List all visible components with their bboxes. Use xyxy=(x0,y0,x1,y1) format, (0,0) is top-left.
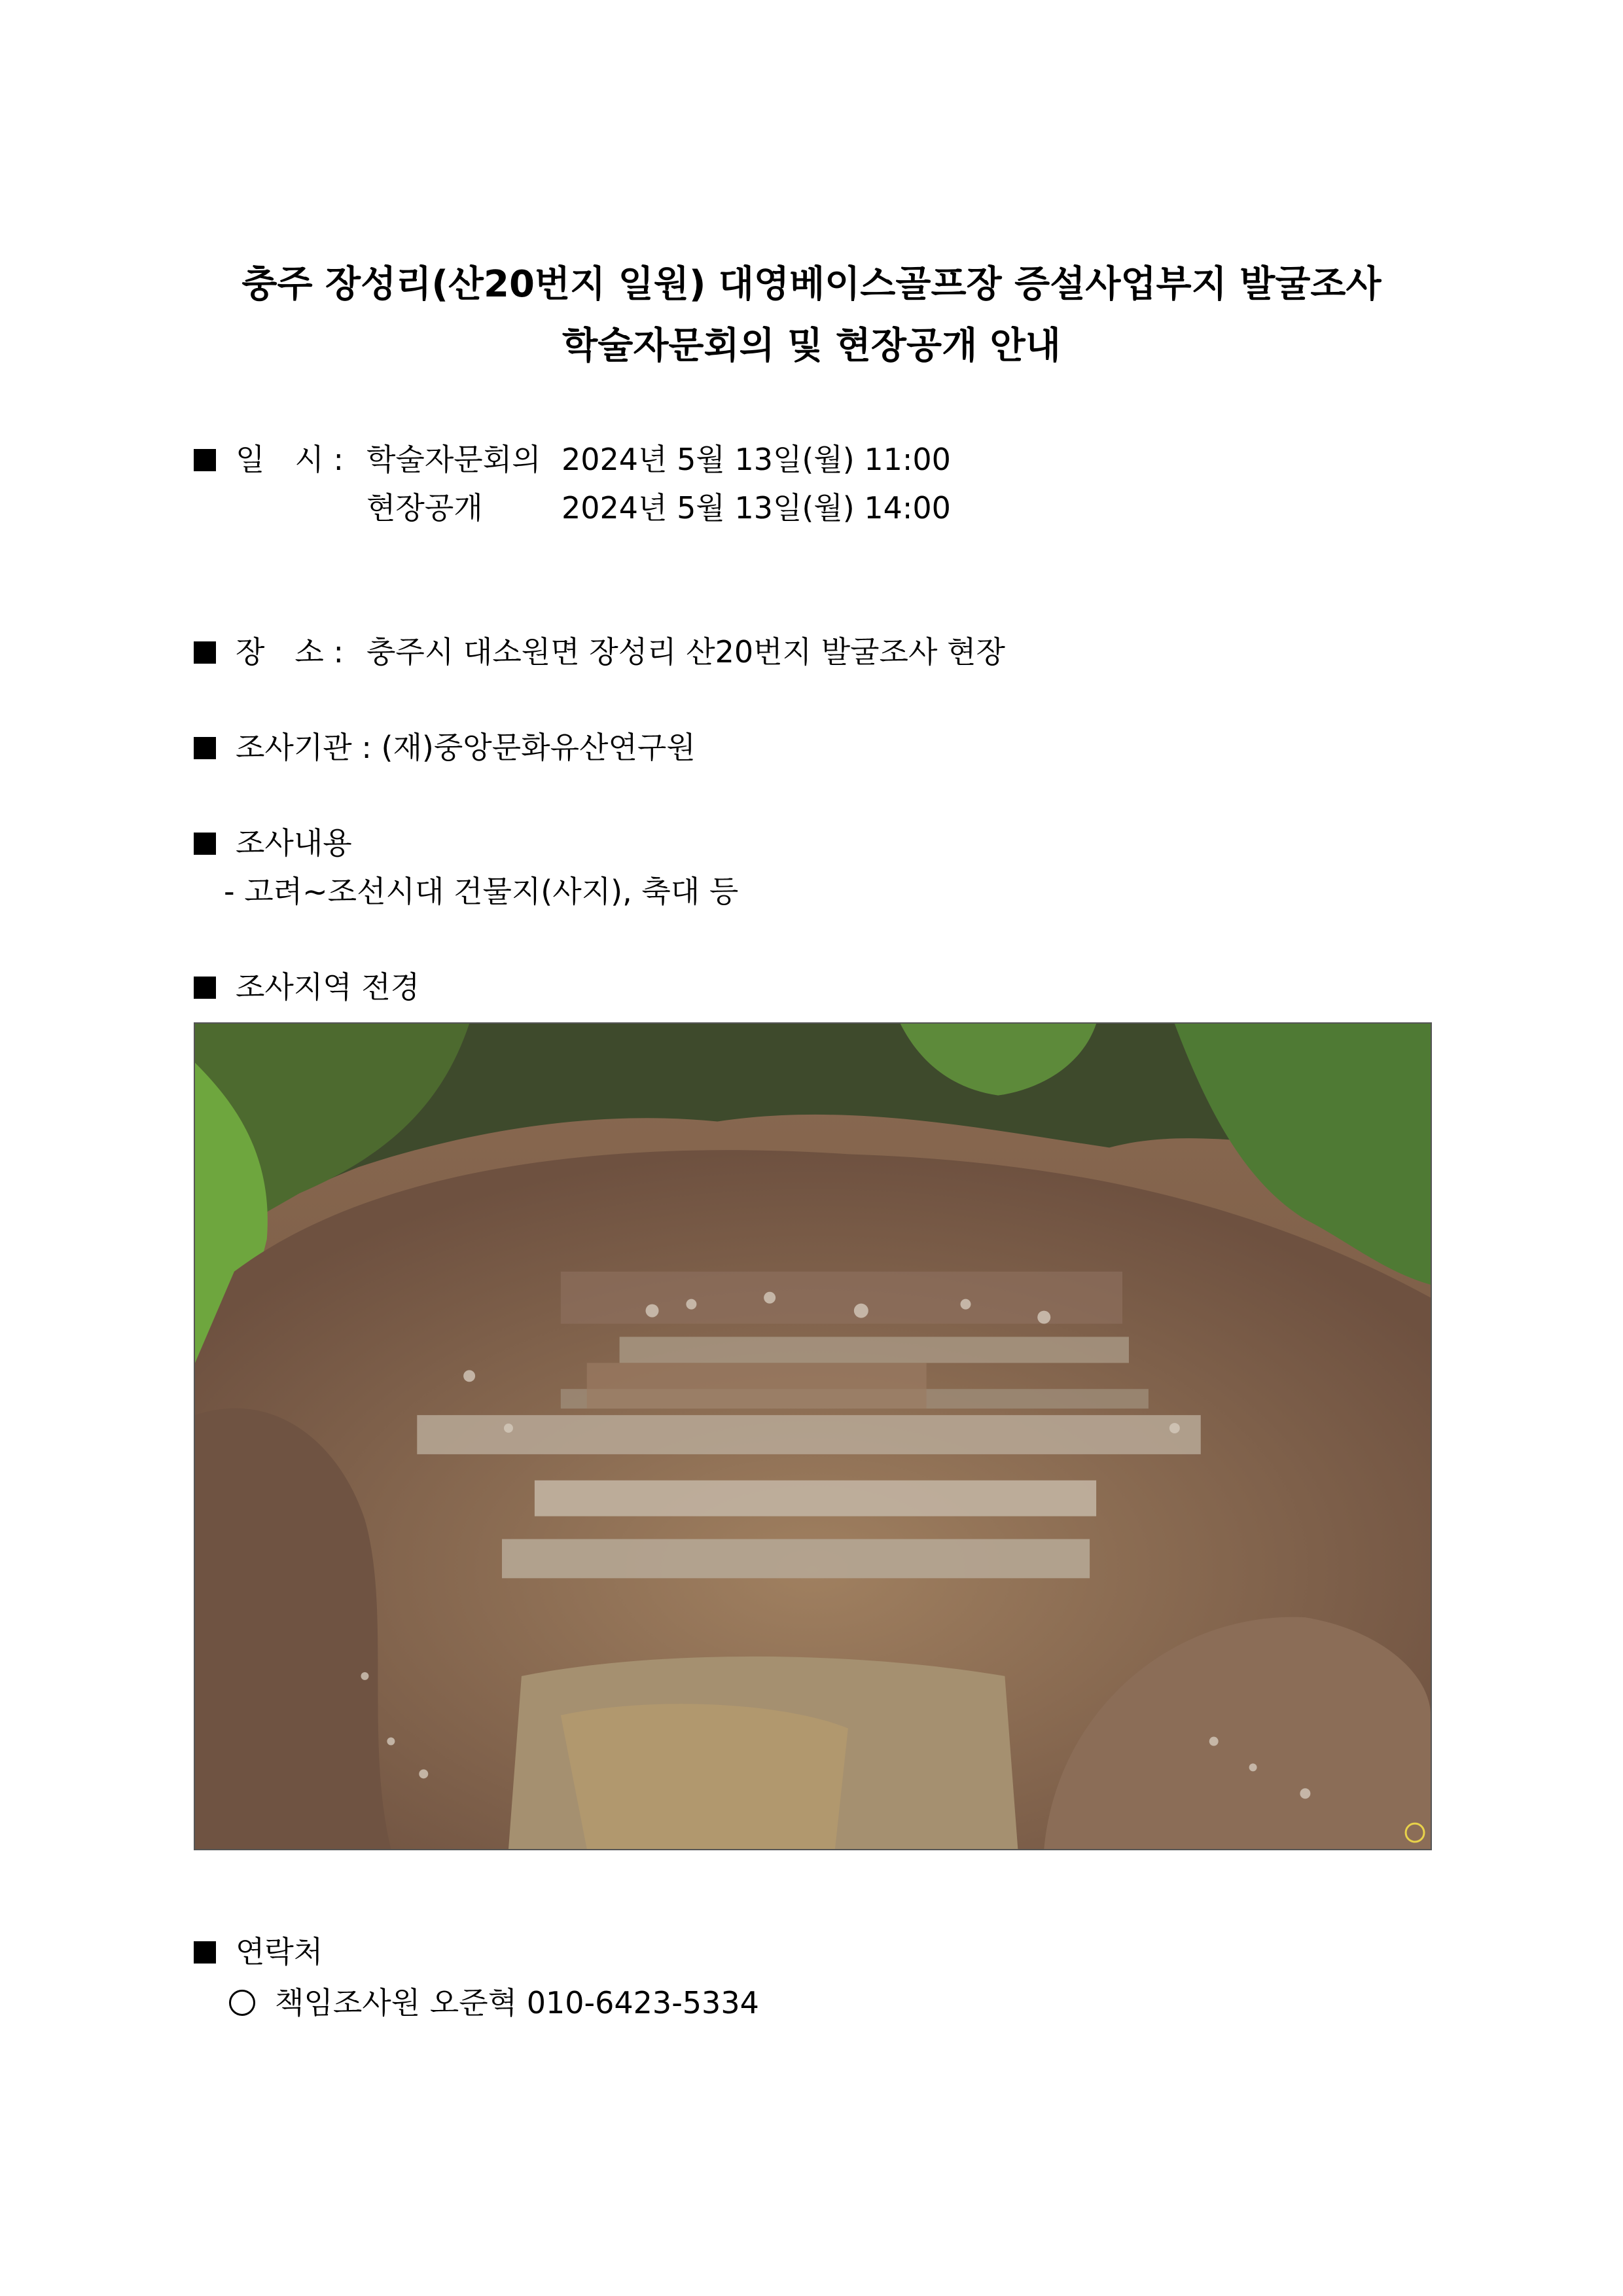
schedule-label: 일 시 : xyxy=(236,442,344,477)
contact-person-row xyxy=(229,1983,759,2022)
location-label: 장 소 : xyxy=(236,634,344,670)
site-view-row xyxy=(194,967,419,1007)
schedule-item-name: 현장공개 xyxy=(366,490,483,526)
document-title-line-2: 학술자문회의 및 현장공개 안내 xyxy=(562,325,1061,367)
content-row xyxy=(194,823,352,863)
square-bullet-icon xyxy=(194,833,216,855)
site-aerial-photo xyxy=(194,1022,1432,1850)
site-view-label: 조사지역 전경 xyxy=(236,969,420,1005)
square-bullet-icon xyxy=(194,977,216,999)
square-bullet-icon xyxy=(194,641,216,664)
contact-label: 연락처 xyxy=(236,1934,323,1969)
content-item: - 고려~조선시대 건물지(사지), 축대 등 xyxy=(224,874,739,909)
excavation-site-illustration xyxy=(195,1024,1431,1849)
schedule-item-datetime: 2024년 5월 13일(월) 11:00 xyxy=(562,442,951,477)
square-bullet-icon xyxy=(194,737,216,759)
content-label: 조사내용 xyxy=(236,825,352,861)
contact-person: 책임조사원 오준혁 010-6423-5334 xyxy=(275,1985,759,2020)
circle-bullet-icon xyxy=(229,1990,255,2016)
schedule-item-datetime: 2024년 5월 13일(월) 14:00 xyxy=(562,490,951,526)
square-bullet-icon xyxy=(194,1941,216,1964)
location-value: 충주시 대소원면 장성리 산20번지 발굴조사 현장 xyxy=(366,634,1005,670)
contact-row xyxy=(194,1932,323,1971)
location-row xyxy=(194,632,344,672)
agency-label: 조사기관 : xyxy=(236,730,372,765)
agency-row xyxy=(194,728,696,767)
agency-value: (재)중앙문화유산연구원 xyxy=(381,730,696,765)
square-bullet-icon xyxy=(194,449,216,471)
document-title-line-1: 충주 장성리(산20번지 일원) 대영베이스골프장 증설사업부지 발굴조사 xyxy=(241,263,1382,306)
schedule-item-name: 학술자문회의 xyxy=(366,442,541,477)
